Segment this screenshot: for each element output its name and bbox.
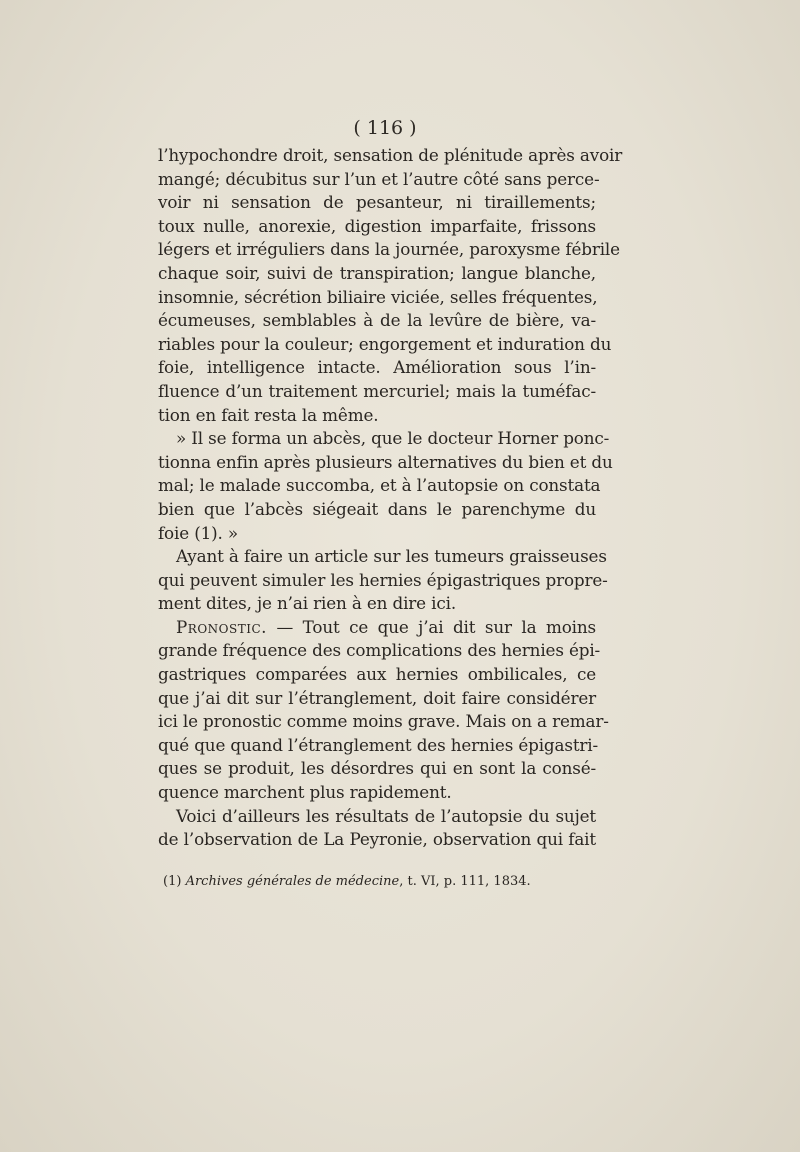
text-line: qué que quand l’étranglement des hernies épigastri- <box>158 734 599 755</box>
text-line: écumeuses, semblables à de la levûre de bière, va- <box>158 310 596 331</box>
text-line-pronostic <box>158 616 596 640</box>
text-line: gastriques comparées aux hernies ombilicales, ce <box>158 664 596 685</box>
page-number: ( 116 ) <box>353 117 417 139</box>
text-line: bien que l’abcès siégeait dans le parenchyme du <box>158 498 596 519</box>
text-line: foie (1). » <box>158 522 239 543</box>
pronostic-text: — Tout ce que j’ai dit sur la moins <box>276 616 596 637</box>
text-line: chaque soir, suivi de transpiration; langue blanche, <box>158 262 596 283</box>
text-line: voir ni sensation de pesanteur, ni tiraillements; <box>158 192 596 213</box>
text-line: riables pour la couleur; engorgement et induration du <box>158 333 612 354</box>
text-line: » Il se forma un abcès, que le docteur Horner ponc- <box>176 428 610 449</box>
text-line: l’hypochondre droit, sensation de plénitude après avoir <box>158 145 623 165</box>
text-line: Voici d’ailleurs les résultats de l’autopsie du sujet <box>176 805 596 826</box>
footnote-reference: , t. VI, p. 111, 1834. <box>399 874 531 889</box>
footnote-marker: (1) <box>163 874 182 889</box>
text-line: qui peuvent simuler les hernies épigastriques propre- <box>158 569 608 590</box>
text-line: ques se produit, les désordres qui en sont la consé- <box>158 758 596 779</box>
text-line: mal; le malade succomba, et à l’autopsie on constata <box>158 475 601 496</box>
text-line: mangé; décubitus sur l’un et l’autre côté sans perce- <box>158 168 600 189</box>
text-line: grande fréquence des complications des hernies épi- <box>158 640 601 661</box>
text-line: toux nulle, anorexie, digestion imparfaite, frissons <box>158 215 596 236</box>
text-line: que j’ai dit sur l’étranglement, doit faire considérer <box>158 687 596 708</box>
text-line: foie, intelligence intacte. Amélioration sous l’in- <box>158 357 596 378</box>
footnote <box>163 874 531 889</box>
text-line: de l’observation de La Peyronie, observation qui fait <box>158 829 596 850</box>
text-line: quence marchent plus rapidement. <box>158 782 452 803</box>
text-line: ici le pronostic comme moins grave. Mais on a remar- <box>158 711 609 732</box>
text-line: insomnie, sécrétion biliaire viciée, selles fréquentes, <box>158 286 598 307</box>
text-line: Ayant à faire un article sur les tumeurs graisseuses <box>176 546 607 567</box>
text-line: fluence d’un traitement mercuriel; mais la tuméfac- <box>158 380 596 401</box>
footnote-source-title: Archives générales de médecine <box>185 874 400 889</box>
text-line: ment dites, je n’ai rien à en dire ici. <box>158 593 456 614</box>
text-line: tion en fait resta la même. <box>158 404 379 425</box>
text-line: tionna enfin après plusieurs alternatives du bien et du <box>158 451 613 472</box>
pronostic-heading: Pronostic. <box>176 616 267 637</box>
text-line: légers et irréguliers dans la journée, paroxysme fébrile <box>158 239 620 260</box>
body-text <box>158 144 623 852</box>
